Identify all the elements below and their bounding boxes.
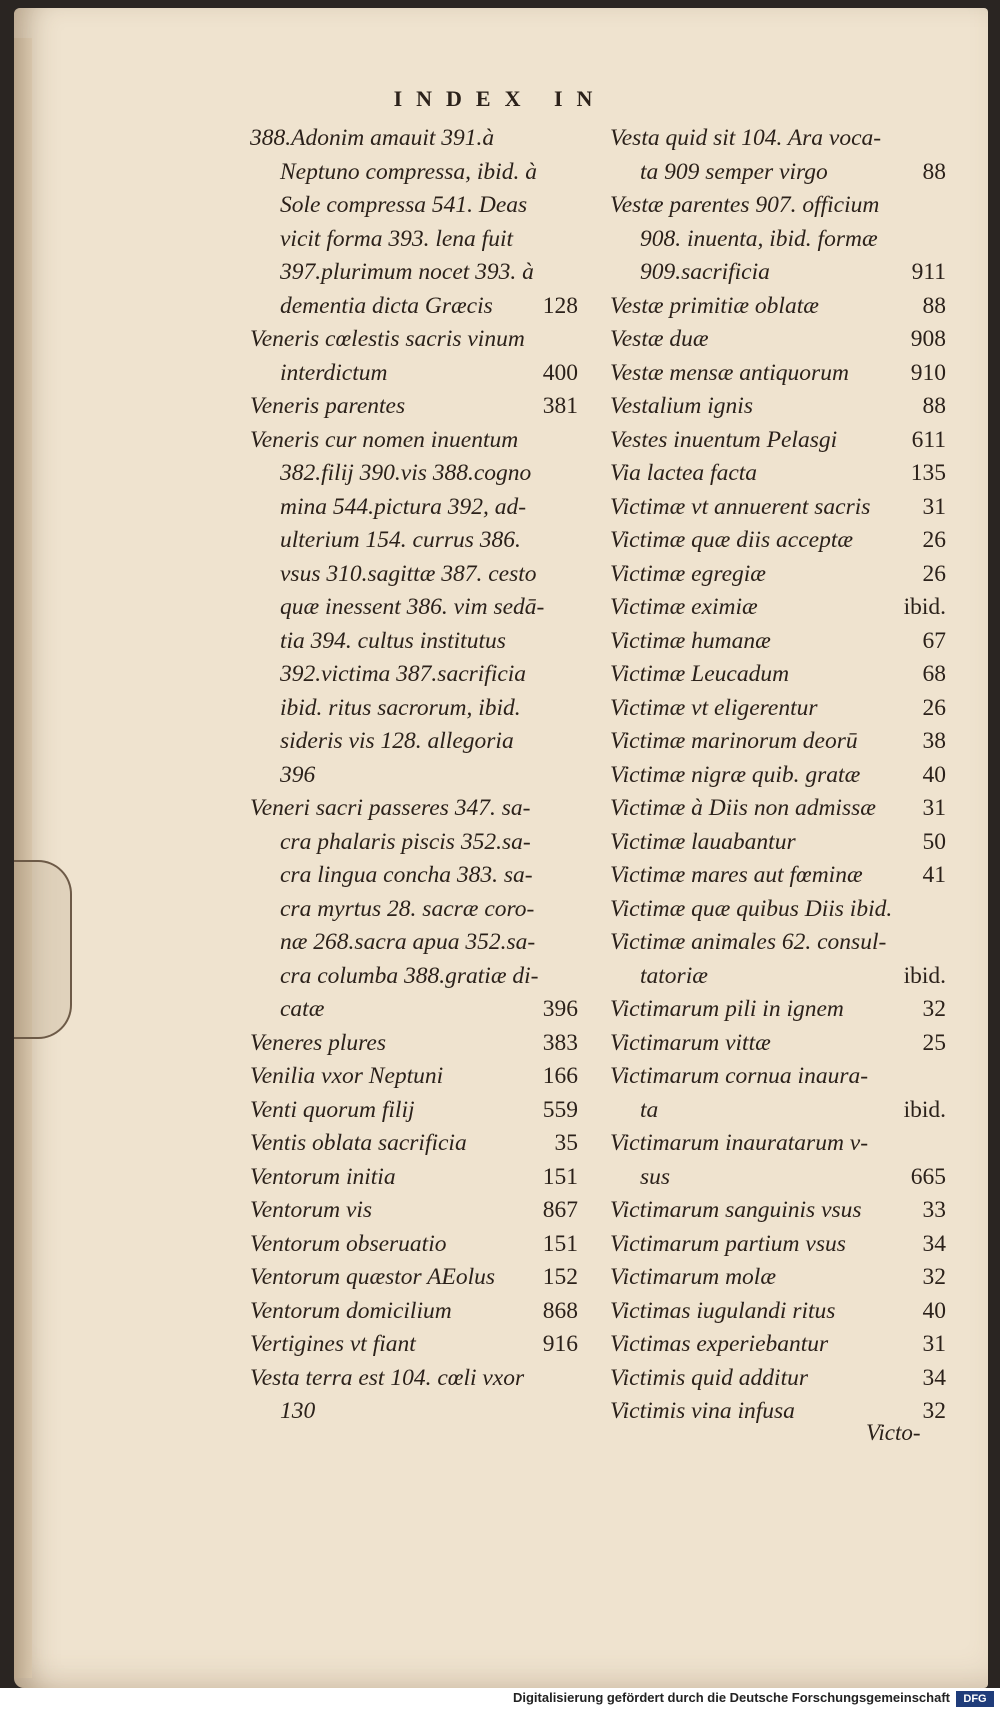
index-text: Sole compressa 541. Deas — [280, 192, 528, 218]
index-line — [250, 1362, 578, 1396]
index-text: Victimæ humanæ — [610, 627, 771, 654]
page-reference: 88 — [922, 158, 946, 185]
index-line — [250, 792, 578, 826]
index-entry — [610, 1127, 946, 1194]
index-line — [610, 122, 946, 156]
index-text: Vertigines vt fiant — [250, 1331, 416, 1357]
index-text: Victimis vina infusa — [610, 1398, 795, 1424]
page-reference: 34 — [922, 1364, 946, 1391]
index-line — [610, 826, 946, 860]
page-reference: 559 — [542, 1096, 578, 1123]
index-line — [250, 893, 578, 927]
index-entry — [250, 1027, 578, 1061]
index-text: mina 544.pictura 392, ad- — [280, 493, 527, 520]
index-entry — [250, 1161, 578, 1195]
index-line — [610, 893, 946, 927]
page-reference: 32 — [922, 1398, 946, 1424]
index-text: interdictum — [280, 359, 388, 386]
index-entry — [610, 993, 946, 1027]
page-reference: 35 — [554, 1130, 578, 1156]
index-entry — [610, 859, 946, 893]
index-line — [250, 926, 578, 960]
index-text: Vestæ primitiæ oblatæ — [610, 292, 819, 319]
index-line — [250, 993, 578, 1027]
page-reference: 88 — [922, 393, 946, 419]
index-line — [610, 223, 946, 257]
index-text: Victimarum pili in ignem — [610, 996, 844, 1022]
index-text: cra phalaris piscis 352.sa- — [280, 828, 531, 855]
index-text: Victimarum cornua inaura- — [610, 1063, 869, 1089]
index-text: 382.filij 390.vis 388.cogno — [280, 460, 532, 486]
index-line — [610, 926, 946, 960]
index-line — [610, 290, 946, 324]
index-text: Victimæ egregiæ — [610, 560, 766, 587]
index-text: Ventorum domicilium — [250, 1297, 452, 1324]
index-text: Via lactea facta — [610, 460, 758, 486]
index-line — [250, 859, 578, 893]
page-reference: 152 — [542, 1264, 578, 1290]
index-line — [610, 1362, 946, 1396]
index-text: Victimæ à Diis non admissæ — [610, 795, 876, 821]
index-line — [610, 390, 946, 424]
index-line — [250, 1127, 578, 1161]
index-text: Victimarum inauratarum v- — [610, 1130, 869, 1156]
page-reference: 910 — [910, 359, 946, 386]
index-entry — [250, 390, 578, 424]
index-line — [610, 424, 946, 458]
index-line — [250, 256, 578, 290]
index-text: Ventorum vis — [250, 1197, 373, 1223]
index-entry — [610, 1027, 946, 1061]
index-line — [250, 357, 578, 391]
index-text: Venilia vxor Neptuni — [250, 1063, 444, 1089]
index-line — [610, 859, 946, 893]
index-line — [250, 390, 578, 424]
page-reference: 151 — [542, 1163, 578, 1190]
index-entry — [610, 524, 946, 558]
index-line — [610, 625, 946, 659]
index-text: Veneres plures — [250, 1029, 386, 1056]
index-text: Victimarum vittæ — [610, 1029, 771, 1056]
index-line — [250, 323, 578, 357]
page-reference: 151 — [542, 1230, 578, 1257]
index-line — [610, 1295, 946, 1329]
page-reference: 41 — [922, 862, 946, 888]
index-text: Victimæ quæ diis acceptæ — [610, 527, 854, 553]
index-line — [250, 1194, 578, 1228]
index-text: cra myrtus 28. sacræ coro- — [280, 895, 535, 922]
index-line — [250, 1328, 578, 1362]
index-text: cra columba 388.gratiæ di- — [280, 962, 539, 989]
index-line — [250, 189, 578, 223]
index-entry — [610, 1228, 946, 1262]
page-reference: 67 — [922, 627, 946, 654]
index-text: 909.sacrificia — [640, 259, 770, 285]
index-line — [610, 1060, 946, 1094]
index-text: Veneris parentes — [250, 393, 406, 419]
index-text: Veneris cur nomen inuentum — [250, 426, 519, 453]
index-entry — [610, 692, 946, 726]
footer-credit: Digitalisierung gefördert durch die Deutsche Forschungsgemeinschaft — [512, 1690, 950, 1705]
index-line — [250, 290, 578, 324]
index-line — [610, 591, 946, 625]
index-line — [610, 993, 946, 1027]
index-text: ta — [640, 1096, 659, 1123]
index-line — [610, 692, 946, 726]
index-text: Victimæ vt annuerent sacris — [610, 493, 871, 520]
page-reference: 26 — [922, 560, 946, 587]
page-reference: 34 — [922, 1230, 946, 1257]
index-text: cra lingua concha 383. sa- — [280, 862, 533, 888]
index-entry — [250, 1362, 578, 1429]
index-line — [250, 1228, 578, 1262]
index-line — [610, 1328, 946, 1362]
index-entry — [610, 725, 946, 759]
page-reference: 611 — [911, 426, 946, 453]
index-line — [250, 960, 578, 994]
index-entry — [610, 893, 946, 927]
index-line — [610, 1094, 946, 1128]
index-line — [610, 1027, 946, 1061]
index-text: Ventorum obseruatio — [250, 1230, 447, 1257]
index-entry — [610, 1362, 946, 1396]
index-line — [610, 658, 946, 692]
index-line — [250, 524, 578, 558]
page-reference: 32 — [922, 996, 946, 1022]
page-edge — [14, 38, 32, 1678]
index-entry — [250, 1127, 578, 1161]
page-reference: 68 — [922, 661, 946, 687]
index-line — [250, 826, 578, 860]
index-entry — [250, 1328, 578, 1362]
index-text: Vesta quid sit 104. Ara voca- — [610, 125, 882, 151]
index-column-right — [610, 122, 946, 1429]
index-line — [250, 223, 578, 257]
index-text: Ventis oblata sacrificia — [250, 1130, 467, 1156]
index-text: catæ — [280, 996, 325, 1022]
index-entry — [610, 591, 946, 625]
index-entry — [610, 424, 946, 458]
index-text: Victimæ eximiæ — [610, 594, 758, 620]
index-text: Victimarum molæ — [610, 1264, 777, 1290]
index-entry — [610, 357, 946, 391]
index-line — [610, 189, 946, 223]
index-line — [250, 692, 578, 726]
dfg-logo: DFG — [956, 1691, 994, 1707]
index-line — [610, 725, 946, 759]
page-reference: 911 — [911, 259, 946, 285]
page-reference: 665 — [910, 1163, 946, 1190]
page-reference: 31 — [922, 493, 946, 520]
index-text: 130 — [280, 1398, 316, 1424]
index-text: Victimæ vt eligerentur — [610, 694, 818, 721]
index-text: Victimæ quæ quibus Diis ibid. — [610, 895, 893, 922]
index-entry — [610, 1328, 946, 1362]
index-line — [250, 1261, 578, 1295]
index-text: 908. inuenta, ibid. formæ — [640, 225, 878, 252]
index-text: 388.Adonim amauit 391.à — [250, 125, 495, 151]
index-text: Vestes inuentum Pelasgi — [610, 426, 838, 453]
page-reference: 50 — [922, 828, 946, 855]
index-text: Neptuno compressa, ibid. à — [280, 158, 537, 185]
index-line — [250, 1395, 578, 1429]
page-reference: 32 — [922, 1264, 946, 1290]
index-line — [610, 558, 946, 592]
index-text: 396 — [280, 761, 316, 788]
index-entry — [610, 323, 946, 357]
page-reference: 400 — [542, 359, 578, 386]
index-text: ulterium 154. currus 386. — [280, 527, 521, 553]
index-text: Victimæ nigræ quib. gratæ — [610, 761, 861, 788]
index-entry — [250, 1094, 578, 1128]
index-text: ta 909 semper virgo — [640, 158, 828, 185]
page-reference: 383 — [542, 1029, 578, 1056]
index-entry — [250, 1060, 578, 1094]
index-entry — [610, 457, 946, 491]
page-reference: ibid. — [903, 962, 946, 989]
index-text: Victimæ lauabantur — [610, 828, 796, 855]
index-entry — [610, 290, 946, 324]
index-column-left — [250, 122, 578, 1429]
index-line — [250, 1060, 578, 1094]
index-entry — [610, 926, 946, 993]
index-text: Victimis quid additur — [610, 1364, 809, 1391]
index-text: Victimæ mares aut fœminæ — [610, 862, 863, 888]
index-text: Ventorum quæstor AEolus — [250, 1264, 496, 1290]
page-reference: 26 — [922, 694, 946, 721]
index-entry — [610, 826, 946, 860]
index-line — [610, 1228, 946, 1262]
index-line — [250, 658, 578, 692]
index-text: Vestæ mensæ antiquorum — [610, 359, 849, 386]
index-line — [610, 256, 946, 290]
index-line — [250, 558, 578, 592]
index-entry — [610, 625, 946, 659]
index-line — [250, 725, 578, 759]
index-text: sus — [640, 1163, 671, 1190]
page-reference: 908 — [910, 326, 946, 352]
catchword: Victo- — [866, 1420, 921, 1445]
index-text: dementia dicta Græcis — [280, 292, 493, 319]
index-text: Venti quorum filij — [250, 1096, 415, 1123]
page-reference: 31 — [922, 1331, 946, 1357]
index-line — [610, 960, 946, 994]
page-reference: 38 — [922, 728, 946, 754]
index-entry — [610, 1060, 946, 1127]
index-text: næ 268.sacra apua 352.sa- — [280, 929, 536, 955]
index-entry — [250, 1295, 578, 1329]
running-head: INDEX IN — [393, 86, 607, 111]
index-entry — [610, 1295, 946, 1329]
index-text: Victimæ animales 62. consul- — [610, 929, 887, 955]
index-line — [250, 1295, 578, 1329]
index-text: sideris vis 128. allegoria — [280, 728, 514, 754]
index-line — [250, 625, 578, 659]
index-text: Victimas iugulandi ritus — [610, 1297, 836, 1324]
index-text: tia 394. cultus institutus — [280, 627, 506, 654]
index-entry — [610, 658, 946, 692]
index-line — [610, 759, 946, 793]
index-text: Vesta terra est 104. cœli vxor — [250, 1364, 525, 1391]
index-line — [250, 759, 578, 793]
index-line — [610, 1127, 946, 1161]
index-entry — [610, 792, 946, 826]
index-text: ibid. ritus sacrorum, ibid. — [280, 694, 521, 721]
page-reference: ibid. — [903, 594, 946, 620]
page-reference: 31 — [922, 795, 946, 821]
index-line — [250, 122, 578, 156]
index-line — [250, 457, 578, 491]
index-text: vsus 310.sagittæ 387. cesto — [280, 560, 537, 587]
page-reference: ibid. — [903, 1096, 946, 1123]
index-line — [610, 156, 946, 190]
index-line — [250, 491, 578, 525]
index-line — [610, 1194, 946, 1228]
index-line — [250, 1094, 578, 1128]
index-line — [250, 424, 578, 458]
clasp-mark — [14, 860, 72, 1039]
index-text: Victimæ Leucadum — [610, 661, 790, 687]
index-text: Veneris cœlestis sacris vinum — [250, 326, 525, 352]
index-text: Victimas experiebantur — [610, 1331, 829, 1357]
index-text: 397.plurimum nocet 393. à — [280, 259, 534, 285]
index-line — [610, 457, 946, 491]
index-line — [250, 1161, 578, 1195]
index-text: Vestalium ignis — [610, 393, 753, 419]
index-text: Ventorum initia — [250, 1163, 396, 1190]
page-reference: 88 — [922, 292, 946, 319]
index-entry — [250, 1228, 578, 1262]
page-reference: 33 — [922, 1197, 946, 1223]
index-text: Victimæ marinorum deorū — [610, 728, 858, 754]
index-entry — [610, 558, 946, 592]
index-entry — [610, 390, 946, 424]
index-entry — [610, 122, 946, 189]
page-reference: 381 — [542, 393, 578, 419]
page-reference: 166 — [542, 1063, 578, 1089]
index-line — [610, 491, 946, 525]
index-entry — [610, 1261, 946, 1295]
page-reference: 916 — [542, 1331, 578, 1357]
index-text: Veneri sacri passeres 347. sa- — [250, 795, 531, 821]
index-text: Vestæ parentes 907. officium — [610, 192, 880, 218]
index-text: vicit forma 393. lena fuit — [280, 225, 514, 252]
page-reference: 25 — [922, 1029, 946, 1056]
index-line — [250, 591, 578, 625]
index-line — [610, 323, 946, 357]
index-line — [610, 1261, 946, 1295]
index-text: quæ inessent 386. vim sedā- — [280, 594, 545, 620]
index-line — [250, 1027, 578, 1061]
index-entry — [610, 1194, 946, 1228]
index-entry — [250, 323, 578, 390]
index-entry — [250, 792, 578, 1027]
index-entry — [610, 759, 946, 793]
index-line — [610, 792, 946, 826]
index-entry — [610, 491, 946, 525]
index-line — [610, 524, 946, 558]
index-text: tatoriæ — [640, 962, 708, 989]
index-line — [250, 156, 578, 190]
page-reference: 135 — [910, 460, 946, 486]
index-entry — [250, 1194, 578, 1228]
index-text: Vestæ duæ — [610, 326, 709, 352]
page-reference: 26 — [922, 527, 946, 553]
index-text: Victimarum sanguinis vsus — [610, 1197, 862, 1223]
index-entry — [250, 1261, 578, 1295]
page-reference: 867 — [542, 1197, 578, 1223]
index-text: Victimarum partium vsus — [610, 1230, 846, 1257]
index-line — [610, 1161, 946, 1195]
index-entry — [610, 189, 946, 290]
index-text: 392.victima 387.sacrificia — [280, 661, 527, 687]
page-reference: 396 — [542, 996, 578, 1022]
page-reference: 40 — [922, 761, 946, 788]
page-reference: 128 — [542, 292, 578, 319]
page-reference: 868 — [542, 1297, 578, 1324]
index-line — [610, 357, 946, 391]
index-entry — [250, 122, 578, 323]
page-reference: 40 — [922, 1297, 946, 1324]
index-entry — [250, 424, 578, 793]
